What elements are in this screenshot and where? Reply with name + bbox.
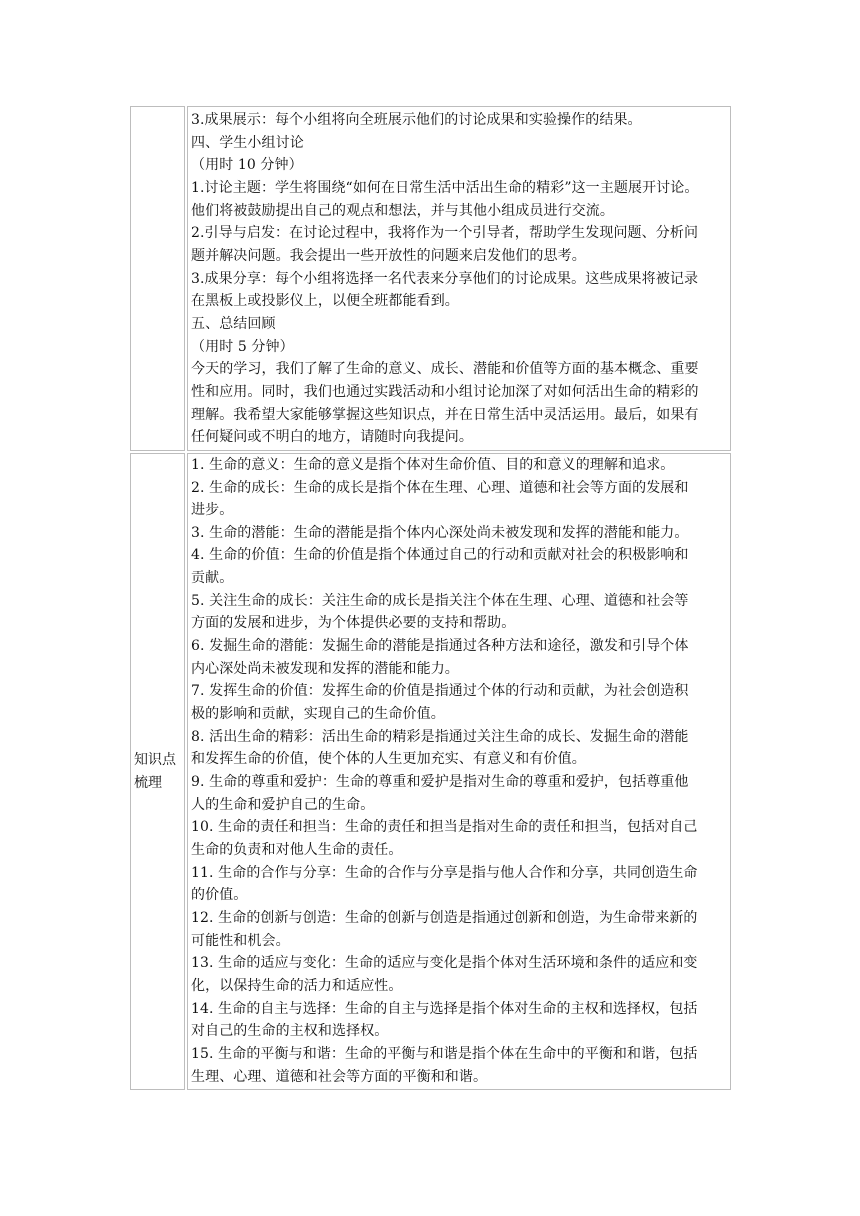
text-line: 3.成果分享：每个小组将选择一名代表来分享他们的讨论成果。这些成果将被记录	[191, 270, 699, 287]
text-line: 今天的学习，我们了解了生命的意义、成长、潜能和价值等方面的基本概念、重要	[191, 361, 699, 378]
text-line: 3. 生命的潜能：生命的潜能是指个体内心深处尚未被发现和发挥的潜能和能力。	[191, 524, 689, 541]
text-line: 他们将被鼓励提出自己的观点和想法，并与其他小组成员进行交流。	[191, 202, 614, 219]
text-line: 四、学生小组讨论	[191, 134, 304, 151]
text-line: 题并解决问题。我会提出一些开放性的问题来启发他们的思考。	[191, 247, 586, 264]
text-line: 极的影响和贡献，实现自己的生命价值。	[191, 706, 445, 723]
label-line: 知识点	[134, 752, 176, 769]
text-line: 生理、心理、道德和社会等方面的平衡和和谐。	[191, 1068, 488, 1085]
text-line: 1. 生命的意义：生命的意义是指个体对生命价值、目的和意义的理解和追求。	[191, 456, 675, 473]
text-line: （用时 5 分钟）	[191, 338, 294, 355]
text-line: 化，以保持生命的活力和适应性。	[191, 977, 403, 994]
text-line: 内心深处尚未被发现和发挥的潜能和能力。	[191, 660, 459, 677]
text-line: 和发挥生命的价值，使个体的人生更加充实、有意义和有价值。	[191, 751, 586, 768]
text-line: 2. 生命的成长：生命的成长是指个体在生理、心理、道德和社会等方面的发展和	[191, 479, 689, 496]
text-line: 3.成果展示：每个小组将向全班展示他们的讨论成果和实验操作的结果。	[191, 112, 642, 128]
text-line: 10. 生命的责任和担当：生命的责任和担当是指对生命的责任和担当，包括对自己	[191, 819, 698, 836]
text-line: 12. 生命的创新与创造：生命的创新与创造是指通过创新和创造，为生命带来新的	[191, 909, 698, 926]
text-line: 11. 生命的合作与分享：生命的合作与分享是指与他人合作和分享，共同创造生命	[191, 864, 698, 881]
text-line: 五、总结回顾	[191, 315, 276, 332]
text-line: 性和应用。同时，我们也通过实践活动和小组讨论加深了对如何活出生命的精彩的	[191, 383, 699, 400]
text-line: 2.引导与启发：在讨论过程中，我将作为一个引导者，帮助学生发现问题、分析问	[191, 225, 699, 242]
text-line: 理解。我希望大家能够掌握这些知识点，并在日常生活中灵活运用。最后，如果有	[191, 406, 699, 423]
text-line: 可能性和机会。	[191, 932, 290, 949]
activity-content-cell	[187, 106, 731, 451]
text-line: 在黑板上或投影仪上，以便全班都能看到。	[191, 293, 459, 310]
text-line: 5. 关注生命的成长：关注生命的成长是指关注个体在生理、心理、道德和社会等	[191, 592, 689, 609]
knowledge-points-cell	[187, 453, 731, 1090]
text-line: 方面的发展和进步，为个体提供必要的支持和帮助。	[191, 615, 516, 632]
table-row	[130, 106, 731, 451]
text-line: 14. 生命的自主与选择：生命的自主与选择是指个体对生命的主权和选择权，包括	[191, 1000, 698, 1017]
text-line: 进步。	[191, 502, 234, 519]
row-label-empty	[130, 106, 185, 451]
table-row	[130, 453, 731, 1090]
text-line: 4. 生命的价值：生命的价值是指个体通过自己的行动和贡献对社会的积极影响和	[191, 547, 689, 564]
lesson-plan-table	[128, 104, 733, 1092]
text-line: 人的生命和爱护自己的生命。	[191, 796, 375, 813]
text-line: 8. 活出生命的精彩：活出生命的精彩是指通过关注生命的成长、发掘生命的潜能	[191, 728, 689, 745]
text-line: 1.讨论主题：学生将围绕“如何在日常生活中活出生命的精彩”这一主题展开讨论。	[191, 179, 699, 196]
text-line: 6. 发掘生命的潜能：发掘生命的潜能是指通过各种方法和途径，激发和引导个体	[191, 638, 689, 655]
text-line: 13. 生命的适应与变化：生命的适应与变化是指个体对生活环境和条件的适应和变	[191, 955, 698, 972]
text-line: 生命的负责和对他人生命的责任。	[191, 842, 403, 858]
text-line: （用时 10 分钟）	[191, 157, 303, 174]
text-line: 15. 生命的平衡与和谐：生命的平衡与和谐是指个体在生命中的平衡和和谐，包括	[191, 1045, 698, 1062]
text-line: 贡献。	[191, 570, 234, 587]
text-line: 对自己的生命的主权和选择权。	[191, 1023, 389, 1040]
text-line: 9. 生命的尊重和爱护：生命的尊重和爱护是指对生命的尊重和爱护，包括尊重他	[191, 774, 689, 791]
row-label-knowledge	[130, 453, 185, 1090]
label-line: 梳理	[134, 774, 162, 791]
text-line: 7. 发挥生命的价值：发挥生命的价值是指通过个体的行动和贡献，为社会创造积	[191, 683, 689, 700]
text-line: 的价值。	[191, 887, 248, 904]
text-line: 任何疑问或不明白的地方，请随时向我提问。	[191, 429, 473, 446]
